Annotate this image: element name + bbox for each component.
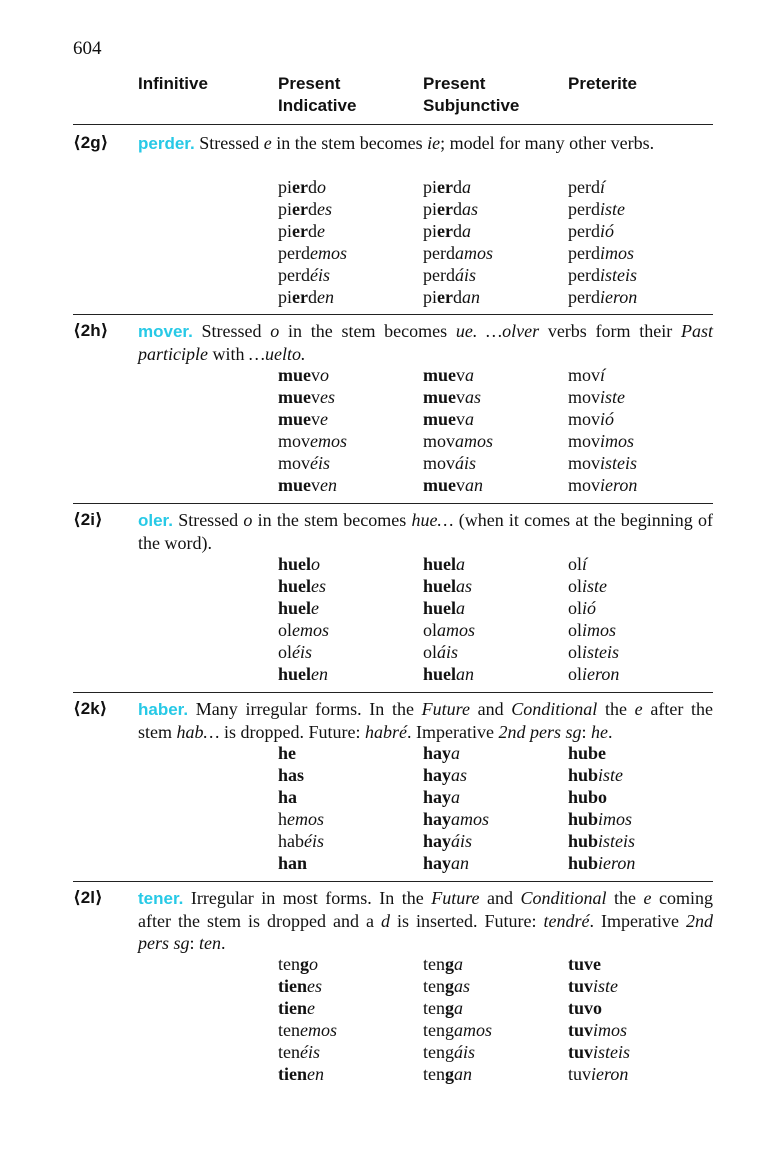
- present-subjunctive-form: pierdas: [423, 199, 479, 219]
- verb-name: perder.: [138, 134, 195, 153]
- preterite-form: tuviste: [568, 976, 619, 996]
- present-indicative-form: pierdo: [278, 177, 326, 197]
- present-indicative-form: hemos: [278, 809, 324, 829]
- present-indicative-form: tenemos: [278, 1020, 337, 1040]
- present-subjunctive-form: mueva: [423, 409, 474, 429]
- present-indicative-form: movéis: [278, 453, 331, 473]
- present-indicative-form: mueven: [278, 475, 337, 495]
- present-indicative-form: perdemos: [278, 243, 347, 263]
- preterite-form: hubimos: [568, 809, 633, 829]
- header-present-subjunctive-2: Subjunctive: [423, 96, 520, 115]
- section-rule: [73, 503, 713, 504]
- verb-description: mover. Stressed o in the stem becomes ue. …olver verbs form their Past participle with …uelto.: [138, 321, 713, 364]
- present-subjunctive-form: huela: [423, 598, 466, 618]
- section-rule: [73, 314, 713, 315]
- verb-name: haber.: [138, 700, 189, 719]
- present-indicative-form: tienes: [278, 976, 322, 996]
- preterite-form: perdieron: [568, 287, 638, 307]
- section-rule: [73, 881, 713, 882]
- present-subjunctive-form: hayas: [423, 765, 468, 785]
- present-indicative-form: hueles: [278, 576, 327, 596]
- preterite-form: tuvo: [568, 998, 603, 1018]
- present-subjunctive-form: tenga: [423, 998, 463, 1018]
- section-rule: [73, 124, 713, 125]
- preterite-form: olí: [568, 554, 588, 574]
- present-subjunctive-form: perdamos: [423, 243, 493, 263]
- preterite-form: tuvimos: [568, 1020, 628, 1040]
- preterite-form: olimos: [568, 620, 617, 640]
- header-infinitive: Infinitive: [138, 74, 208, 93]
- present-indicative-form: ha: [278, 787, 298, 807]
- present-subjunctive-form: pierdan: [423, 287, 480, 307]
- present-indicative-form: tiene: [278, 998, 315, 1018]
- present-indicative-form: huelo: [278, 554, 321, 574]
- present-subjunctive-form: perdáis: [423, 265, 476, 285]
- verb-description: oler. Stressed o in the stem becomes hue… (when it comes at the beginning of the word).: [138, 510, 713, 553]
- preterite-form: tuve: [568, 954, 601, 974]
- preterite-form: tuvisteis: [568, 1042, 631, 1062]
- preterite-form: hubo: [568, 787, 608, 807]
- preterite-form: olieron: [568, 664, 620, 684]
- present-indicative-form: has: [278, 765, 305, 785]
- present-indicative-form: pierdes: [278, 199, 332, 219]
- model-code: ⟨2i⟩: [73, 510, 103, 529]
- present-subjunctive-form: mováis: [423, 453, 477, 473]
- model-code: ⟨2l⟩: [73, 888, 103, 907]
- model-code: ⟨2h⟩: [73, 321, 109, 340]
- model-code: ⟨2g⟩: [73, 133, 109, 152]
- preterite-form: moví: [568, 365, 606, 385]
- present-subjunctive-form: tengas: [423, 976, 471, 996]
- header-present-indicative-2: Indicative: [278, 96, 357, 115]
- preterite-form: hubieron: [568, 853, 636, 873]
- preterite-form: perdió: [568, 221, 614, 241]
- present-indicative-form: tienen: [278, 1064, 324, 1084]
- preterite-form: oliste: [568, 576, 608, 596]
- present-indicative-form: tenéis: [278, 1042, 320, 1062]
- preterite-form: perdí: [568, 177, 605, 197]
- preterite-form: olisteis: [568, 642, 620, 662]
- page-number: 604: [73, 38, 102, 59]
- preterite-form: movió: [568, 409, 615, 429]
- present-subjunctive-form: olamos: [423, 620, 476, 640]
- present-indicative-form: pierden: [278, 287, 334, 307]
- preterite-form: perdiste: [568, 199, 625, 219]
- present-indicative-form: pierde: [278, 221, 325, 241]
- present-subjunctive-form: hayan: [423, 853, 470, 873]
- present-subjunctive-form: tenga: [423, 954, 463, 974]
- present-subjunctive-form: pierda: [423, 177, 471, 197]
- preterite-form: movisteis: [568, 453, 638, 473]
- present-indicative-form: han: [278, 853, 308, 873]
- section-rule: [73, 692, 713, 693]
- header-preterite: Preterite: [568, 74, 637, 93]
- present-subjunctive-form: huela: [423, 554, 466, 574]
- present-subjunctive-form: hayamos: [423, 809, 490, 829]
- present-subjunctive-form: oláis: [423, 642, 459, 662]
- present-subjunctive-form: tengamos: [423, 1020, 493, 1040]
- verb-description: haber. Many irregular forms. In the Future and Conditional the e after the stem hab… is dropped. Future: habré. Imperative 2nd pers sg: he.: [138, 699, 713, 742]
- preterite-form: perdimos: [568, 243, 634, 263]
- header-present-indicative-1: Present: [278, 74, 341, 93]
- present-indicative-form: perdéis: [278, 265, 330, 285]
- present-subjunctive-form: muevas: [423, 387, 482, 407]
- verb-name: tener.: [138, 889, 184, 908]
- present-subjunctive-form: mueva: [423, 365, 474, 385]
- present-indicative-form: huele: [278, 598, 320, 618]
- present-subjunctive-form: movamos: [423, 431, 494, 451]
- present-indicative-form: mueve: [278, 409, 328, 429]
- present-subjunctive-form: tengan: [423, 1064, 472, 1084]
- model-code: ⟨2k⟩: [73, 699, 108, 718]
- preterite-form: hube: [568, 743, 607, 763]
- preterite-form: moviste: [568, 387, 626, 407]
- verb-description: tener. Irregular in most forms. In the Future and Conditional the e coming after the stem is dropped and a d is inserted. Future: tendré. Imperative 2nd pers sg: ten.: [138, 888, 713, 953]
- present-subjunctive-form: huelan: [423, 664, 475, 684]
- present-indicative-form: he: [278, 743, 296, 763]
- present-subjunctive-form: haya: [423, 787, 461, 807]
- present-indicative-form: habéis: [278, 831, 324, 851]
- header-present-subjunctive-1: Present: [423, 74, 486, 93]
- verb-name: mover.: [138, 322, 193, 341]
- present-subjunctive-form: huelas: [423, 576, 473, 596]
- present-indicative-form: huelen: [278, 664, 329, 684]
- preterite-form: movieron: [568, 475, 638, 495]
- present-indicative-form: tengo: [278, 954, 318, 974]
- present-indicative-form: muevo: [278, 365, 329, 385]
- verb-description: perder. Stressed e in the stem becomes ie; model for many other verbs.: [138, 133, 655, 153]
- verb-name: oler.: [138, 511, 173, 530]
- present-indicative-form: movemos: [278, 431, 348, 451]
- preterite-form: movimos: [568, 431, 635, 451]
- present-subjunctive-form: haya: [423, 743, 461, 763]
- present-indicative-form: olemos: [278, 620, 330, 640]
- preterite-form: perdisteis: [568, 265, 637, 285]
- present-subjunctive-form: hayáis: [423, 831, 473, 851]
- present-subjunctive-form: pierda: [423, 221, 471, 241]
- preterite-form: tuvieron: [568, 1064, 629, 1084]
- present-subjunctive-form: tengáis: [423, 1042, 476, 1062]
- present-indicative-form: oléis: [278, 642, 313, 662]
- preterite-form: olió: [568, 598, 597, 618]
- present-indicative-form: mueves: [278, 387, 335, 407]
- present-subjunctive-form: muevan: [423, 475, 483, 495]
- preterite-form: hubisteis: [568, 831, 636, 851]
- preterite-form: hubiste: [568, 765, 624, 785]
